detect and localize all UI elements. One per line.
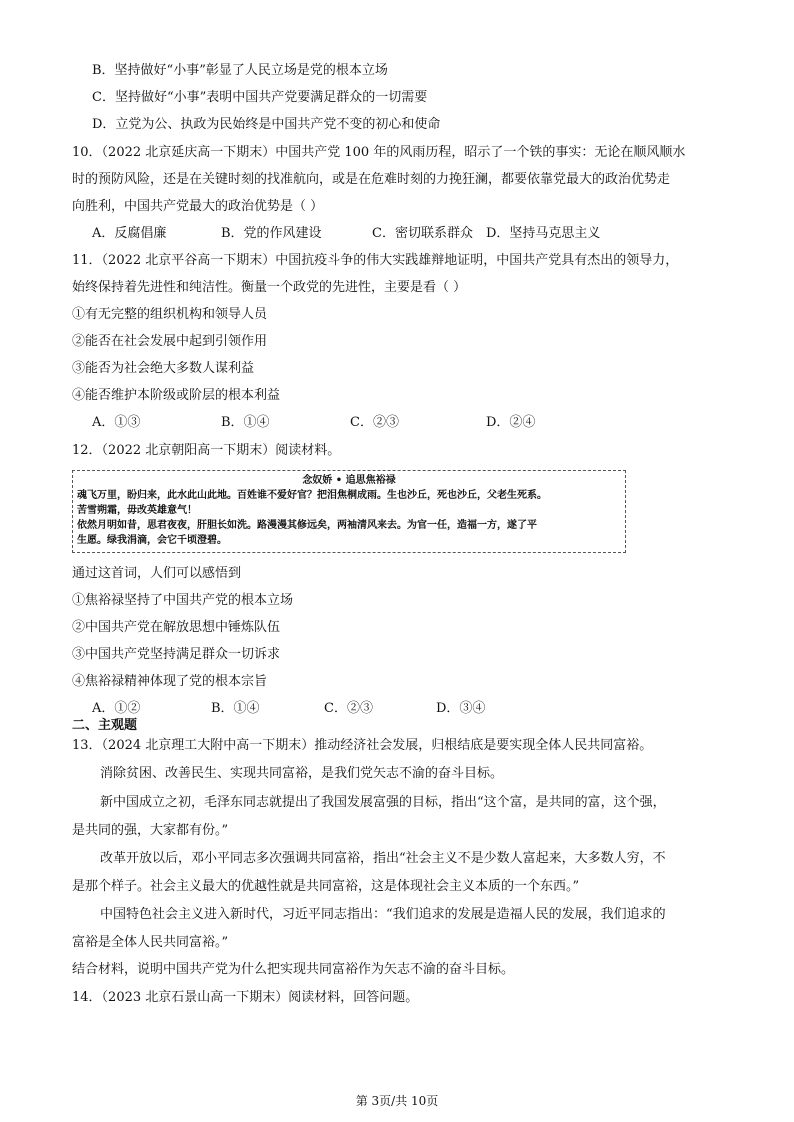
poem-line-3: 依然月明如昔，思君夜夜，肝胆长如洗。路漫漫其修远矣，两袖清风来去。为官一任，造福一方，遂了平	[77, 520, 537, 531]
q9-option-d: D．立党为公、执政为民始终是中国共产党不变的初心和使命	[92, 117, 441, 132]
q11-option-a: A．①③	[92, 415, 141, 430]
q10-option-a: A．反腐倡廉	[92, 226, 167, 241]
q13-para-2-line2: 是共同的强，大家都有份。”	[72, 823, 229, 838]
q12-item-1: ①焦裕禄坚持了中国共产党的根本立场	[72, 593, 294, 608]
q14-stem: 14．（2023 北京石景山高一下期末）阅读材料，回答问题。	[72, 990, 419, 1005]
q12-stem: 12．（2022 北京朝阳高一下期末）阅读材料。	[72, 443, 341, 458]
q11-option-c: C．②③	[350, 415, 399, 430]
q13-para-3-line1: 改革开放以后，邓小平同志多次强调共同富裕，指出“社会主义不是少数人富起来，大多数人穷，不	[100, 851, 666, 866]
poem-box	[72, 470, 626, 553]
q10-option-d: D．坚持马克思主义	[486, 226, 601, 241]
q11-option-b: B．①④	[221, 415, 270, 430]
q12-option-a: A．①②	[92, 701, 141, 716]
q11-item-3: ③能否为社会绝大多数人谋利益	[72, 361, 255, 376]
q12-item-4: ④焦裕禄精神体现了党的根本宗旨	[72, 674, 268, 689]
q10-option-c: C．密切联系群众	[372, 226, 473, 241]
q12-option-b: B．①④	[211, 701, 260, 716]
poem-line-2: 苦雪朔霜，毋改英雄意气！	[77, 505, 197, 516]
poem-line-4: 生愿。绿我涓滴，会它千顷澄碧。	[77, 535, 227, 546]
q9-option-b: B．坚持做好“小事”彰显了人民立场是党的根本立场	[92, 63, 388, 78]
q12-prompt: 通过这首词，人们可以感悟到	[72, 566, 242, 581]
q12-options	[92, 701, 592, 717]
q11-stem-line1: 11．（2022 北京平谷高一下期末）中国抗疫斗争的伟大实践雄辩地证明，中国共产党具有杰出的领导力，	[72, 253, 679, 268]
q10-options	[92, 226, 692, 242]
q11-stem-line2: 始终保持着先进性和纯洁性。衡量一个政党的先进性，主要是看（ ）	[72, 280, 467, 295]
q13-para-1: 消除贫困、改善民生、实现共同富裕，是我们党矢志不渝的奋斗目标。	[100, 766, 504, 781]
q11-options	[92, 415, 592, 431]
q11-option-d: D．②④	[486, 415, 536, 430]
q12-item-3: ③中国共产党坚持满足群众一切诉求	[72, 647, 281, 662]
poem-line-1: 魂飞万里，盼归来，此水此山此地。百姓谁不爱好官？把泪焦桐成雨。生也沙丘，死也沙丘，父老生死系。	[77, 490, 547, 501]
q13-para-4-line2: 富裕是全体人民共同富裕。”	[72, 935, 229, 950]
q9-option-c: C．坚持做好“小事”表明中国共产党要满足群众的一切需要	[92, 90, 428, 105]
q13-para-4-line1: 中国特色社会主义进入新时代，习近平同志指出：“我们追求的发展是造福人民的发展，我们追求的	[100, 907, 666, 922]
q13-stem: 13．（2024 北京理工大附中高一下期末）推动经济社会发展，归根结底是要实现全体人民共同富裕。	[72, 738, 653, 753]
q12-option-d: D．③④	[436, 701, 486, 716]
q13-question: 结合材料，说明中国共产党为什么把实现共同富裕作为矢志不渝的奋斗目标。	[72, 962, 515, 977]
q10-stem-line3: 向胜利，中国共产党最大的政治优势是（ ）	[72, 199, 324, 214]
page-footer: 第 3页/共 10页	[355, 1094, 439, 1108]
section-heading-subjective: 二、主观题	[72, 718, 138, 733]
q11-item-4: ④能否维护本阶级或阶层的根本利益	[72, 388, 281, 403]
q13-para-2-line1: 新中国成立之初，毛泽东同志就提出了我国发展富强的目标，指出“这个富，是共同的富，这个强，	[100, 795, 666, 810]
q10-stem-line1: 10．（2022 北京延庆高一下期末）中国共产党 100 年的风雨历程，昭示了一个铁的事实：无论在顺风顺水	[72, 145, 686, 160]
q12-item-2: ②中国共产党在解放思想中锤炼队伍	[72, 620, 281, 635]
q10-stem-line2: 时的预防风险，还是在关键时刻的找准航向，或是在危难时刻的力挽狂澜，都要依靠党最大的政治优势走	[72, 172, 671, 187]
q12-option-c: C．②③	[324, 701, 373, 716]
q11-item-2: ②能否在社会发展中起到引领作用	[72, 334, 268, 349]
q11-item-1: ①有无完整的组织机构和领导人员	[72, 307, 268, 322]
q10-option-b: B．党的作风建设	[221, 226, 322, 241]
poem-title: 念奴娇 • 追思焦裕禄	[302, 475, 396, 486]
q13-para-3-line2: 是那个样子。社会主义最大的优越性就是共同富裕，这是体现社会主义本质的一个东西。”	[72, 879, 580, 894]
